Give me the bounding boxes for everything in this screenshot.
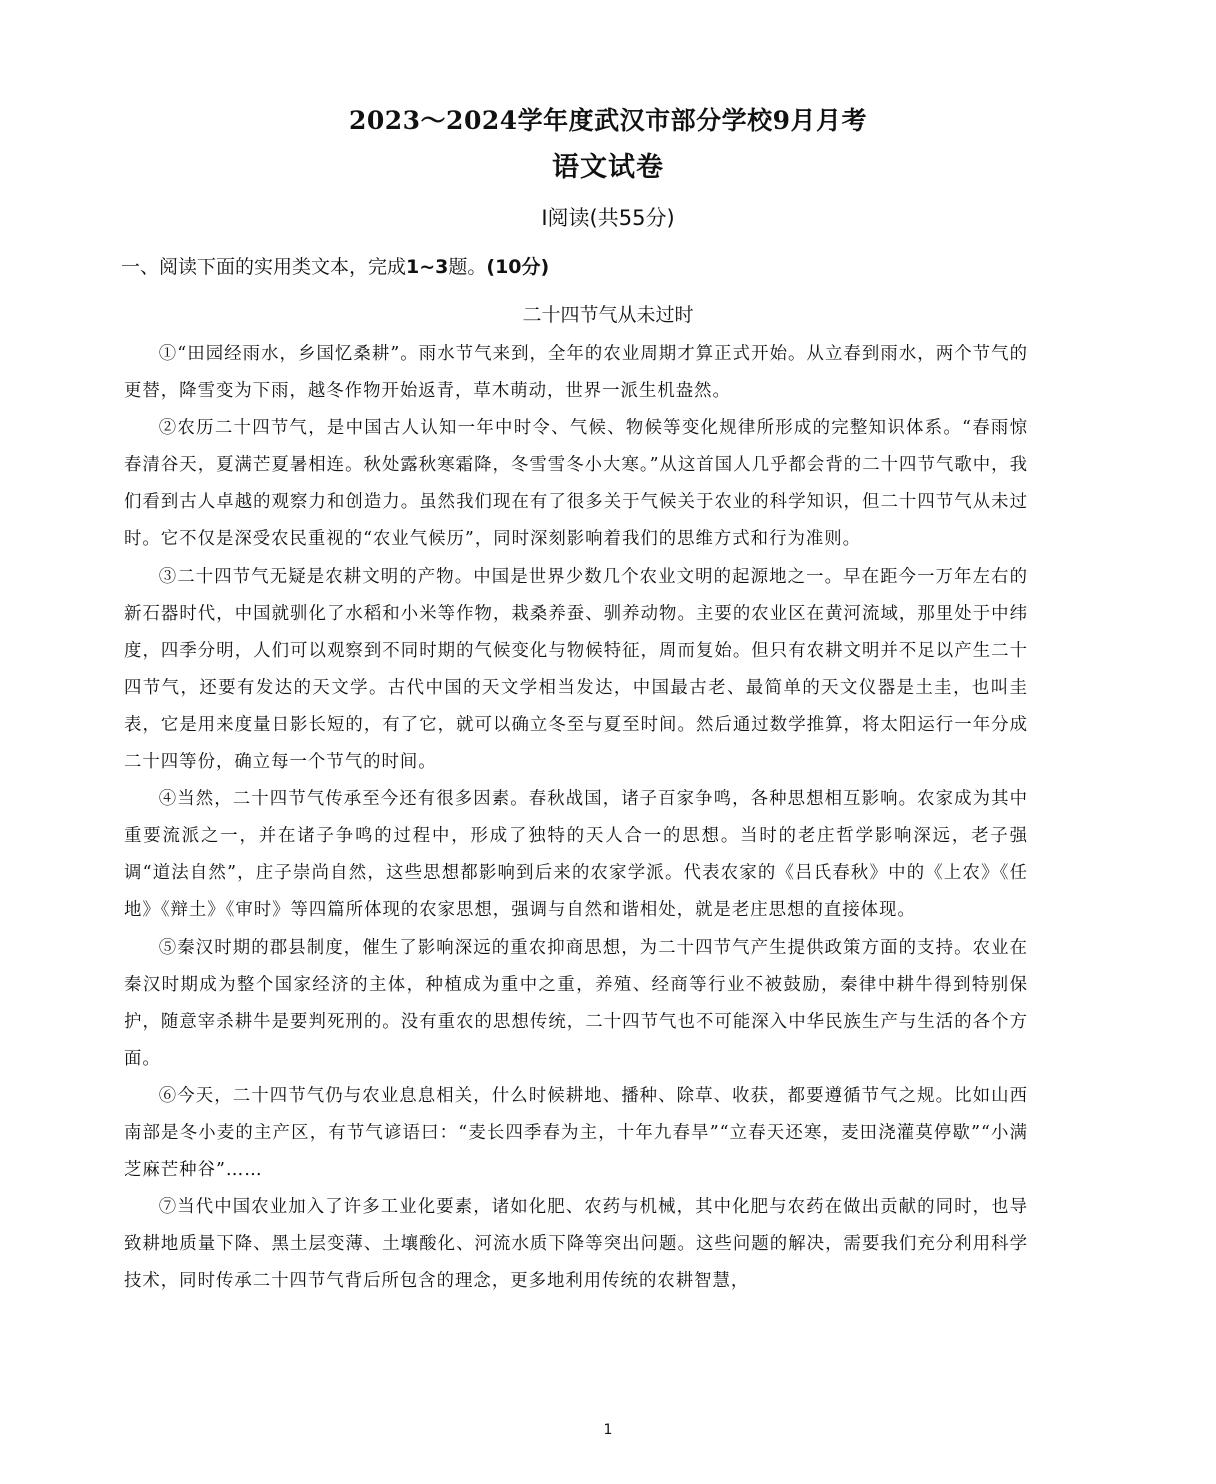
section-instruction (121, 252, 549, 282)
paragraph-3: ③二十四节气无疑是农耕文明的产物。中国是世界少数几个农业文明的起源地之一。早在距今一万年左右的新石器时代，中国就驯化了水稻和小米等作物，栽桑养蚕、驯养动物。主要的农业区在黄河流域，那里处于中纬度，四季分明，人们可以观察到不同时期的气候变化与物候特征，周而复始。但只有农耕文明并不足以产生二十四节气，还要有发达的天文学。古代中国的天文学相当发达，中国最古老、最简单的天文仪器是土圭，也叫圭表，它是用来度量日影长短的，有了它，就可以确立冬至与夏至时间。然后通过数学推算，将太阳运行一年分成二十四等份，确立每一个节气的时间。 (124, 566, 1028, 773)
paragraph-4: ④当然，二十四节气传承至今还有很多因素。春秋战国，诸子百家争鸣，各种思想相互影响。农家成为其中重要流派之一，并在诸子争鸣的过程中，形成了独特的天人合一的思想。当时的老庄哲学影响深远，老子强调“道法自然”，庄子崇尚自然，这些思想都影响到后来的农家学派。代表农家的《吕氏春秋》中的《上农》《任地》《辩土》《审时》等四篇所体现的农家思想，强调与自然和谐相处，就是老庄思想的直接体现。 (124, 789, 1028, 921)
paragraph-2: ②农历二十四节气，是中国古人认知一年中时令、气候、物候等变化规律所形成的完整知识体系。“春雨惊春清谷天，夏满芒夏暑相连。秋处露秋寒霜降，冬雪雪冬小大寒。”从这首国人几乎都会背的二十四节气歌中，我们看到古人卓越的观察力和创造力。虽然我们现在有了很多关于气候关于农业的科学知识，但二十四节气从未过时。它不仅是深受农民重视的“农业气候历”，同时深刻影响着我们的思维方式和行为准则。 (124, 418, 1028, 550)
question-range: 1~3 (406, 256, 449, 278)
section-instruction-prefix: 一、阅读下面的实用类文本，完成 (121, 256, 407, 278)
section-instruction-middle: 题。 (448, 256, 487, 278)
exam-title: 2023～2024学年度武汉市部分学校9月月考 (348, 106, 868, 135)
section-score: (10分) (486, 256, 550, 278)
article-title: 二十四节气从未过时 (522, 304, 694, 326)
page-number: 1 (603, 1422, 613, 1438)
paragraph-5: ⑤秦汉时期的郡县制度，催生了影响深远的重农抑商思想，为二十四节气产生提供政策方面的支持。农业在秦汉时期成为整个国家经济的主体，种植成为重中之重，养殖、经商等行业不被鼓励，秦律中耕牛得到特别保护，随意宰杀耕牛是要判死刑的。没有重农的思想传统，二十四节气也不可能深入中华民族生产与生活的各个方面。 (124, 937, 1028, 1069)
article-body (124, 336, 1028, 1300)
part-heading: Ⅰ阅读(共55分) (541, 206, 675, 230)
paragraph-6: ⑥今天，二十四节气仍与农业息息相关，什么时候耕地、播种、除草、收获，都要遵循节气之规。比如山西南部是冬小麦的主产区，有节气谚语曰：“麦长四季春为主，十年九春旱”“立春天还寒，麦田浇灌莫停歇”“小满芝麻芒种谷”…… (124, 1085, 1028, 1181)
paragraph-1: ①“田园经雨水，乡国忆桑耕”。雨水节气来到，全年的农业周期才算正式开始。从立春到雨水，两个节气的更替，降雪变为下雨，越冬作物开始返青，草木萌动，世界一派生机盎然。 (124, 344, 1028, 402)
subject-title: 语文试卷 (552, 152, 664, 183)
paragraph-7: ⑦当代中国农业加入了许多工业化要素，诸如化肥、农药与机械，其中化肥与农药在做出贡献的同时，也导致耕地质量下降、黑土层变薄、土壤酸化、河流水质下降等突出问题。这些问题的解决，需要我们充分利用科学技术，同时传承二十四节气背后所包含的理念，更多地利用传统的农耕智慧， (124, 1197, 1028, 1292)
